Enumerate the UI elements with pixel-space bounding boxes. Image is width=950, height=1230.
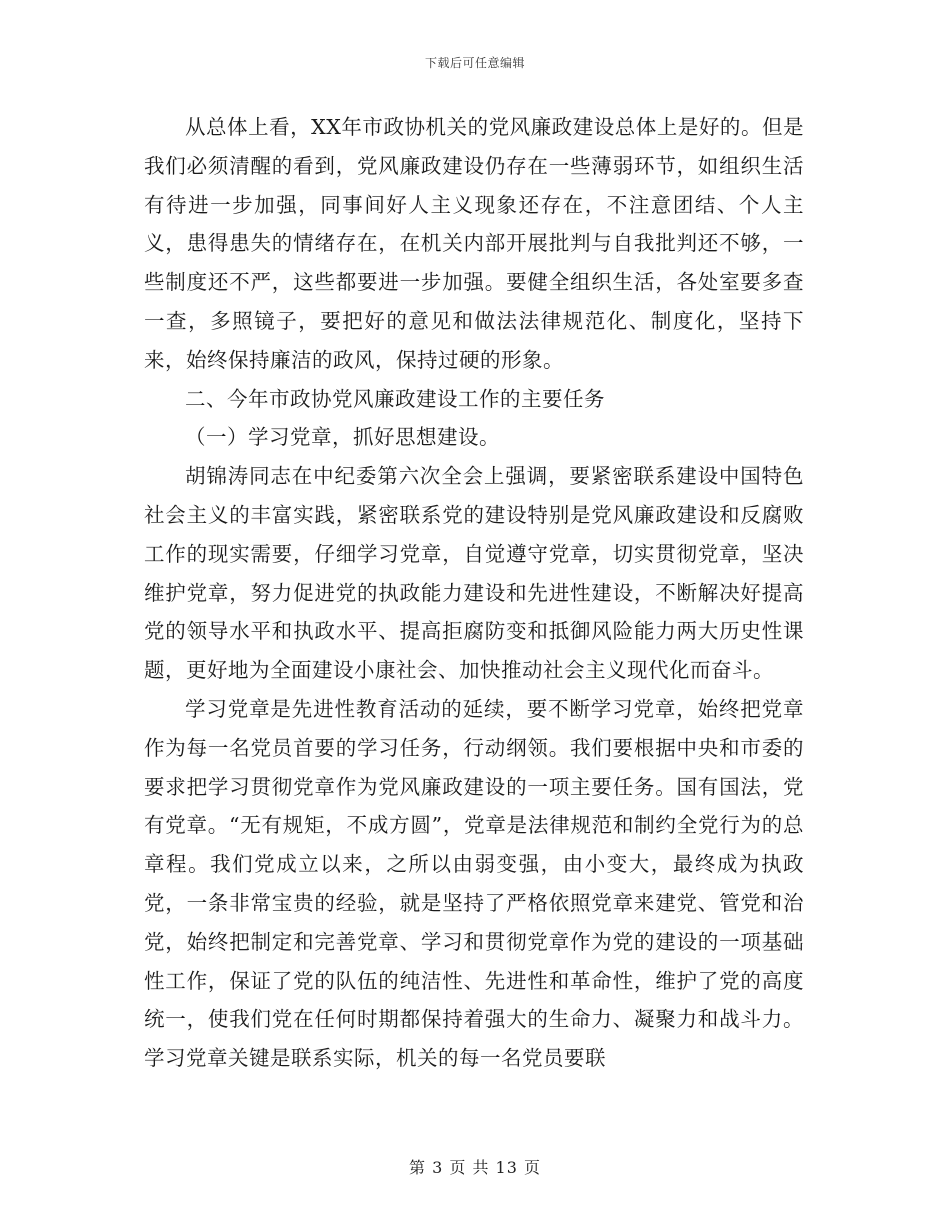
page-number: 第 3 页 共 13 页 [409,1158,541,1177]
subsection-heading: （一）学习党章，抓好思想建设。 [185,425,500,450]
paragraph-party-constitution: 学习党章是先进性教育活动的延续，要不断学习党章，始终把党章作为每一名党员首要的学习任务，行动纲领。我们要根据中央和市委的要求把学习贯彻党章作为党风廉政建设的一项主要任务。国有国法，党有党章。“无有规矩，不成方圆”，党章是法律规范和制约全党行为的总章程。我们党成立以来，之所以由弱变强，由小变大，最终成为执政党，一条非常宝贵的经验，就是坚持了严格依照党章来建党、管党和治党，始终把制定和完善党章、学习和贯彻党章作为党的建设的一项基础性工作，保证了党的队伍的纯洁性、先进性和革命性，维护了党的高度统一，使我们党在任何时期都保持着强大的生命力、凝聚力和战斗力。学习党章关键是联系实际，机关的每一名党员要联 [144,696,804,1071]
header-note: 下载后可任意编辑 [424,56,525,70]
section-heading: 二、今年市政协党风廉政建设工作的主要任务 [185,386,605,411]
paragraph-quote: 胡锦涛同志在中纪委第六次全会上强调，要紧密联系建设中国特色社会主义的丰富实践，紧密联系党的建设特别是党风廉政建设和反腐败工作的现实需要，仔细学习党章，自觉遵守党章，切实贯彻党章，坚决维护党章，努力促进党的执政能力建设和先进性建设，不断解决好提高党的领导水平和执政水平、提高拒腐防变和抵御风险能力两大历史性课题，更好地为全面建设小康社会、加快推动社会主义现代化而奋斗。 [144,464,804,683]
document-body [144,108,804,1078]
paragraph-summary: 从总体上看，XX年市政协机关的党风廉政建设总体上是好的。但是我们必须清醒的看到，党风廉政建设仍存在一些薄弱环节，如组织生活有待进一步加强，同事间好人主义现象还存在，不注意团结、个人主义，患得患失的情绪存在，在机关内部开展批判与自我批判还不够，一些制度还不严，这些都要进一步加强。要健全组织生活，各处室要多查一查，多照镜子，要把好的意见和做法法律规范化、制度化，坚持下来，始终保持廉洁的政风，保持过硬的形象。 [144,115,804,372]
